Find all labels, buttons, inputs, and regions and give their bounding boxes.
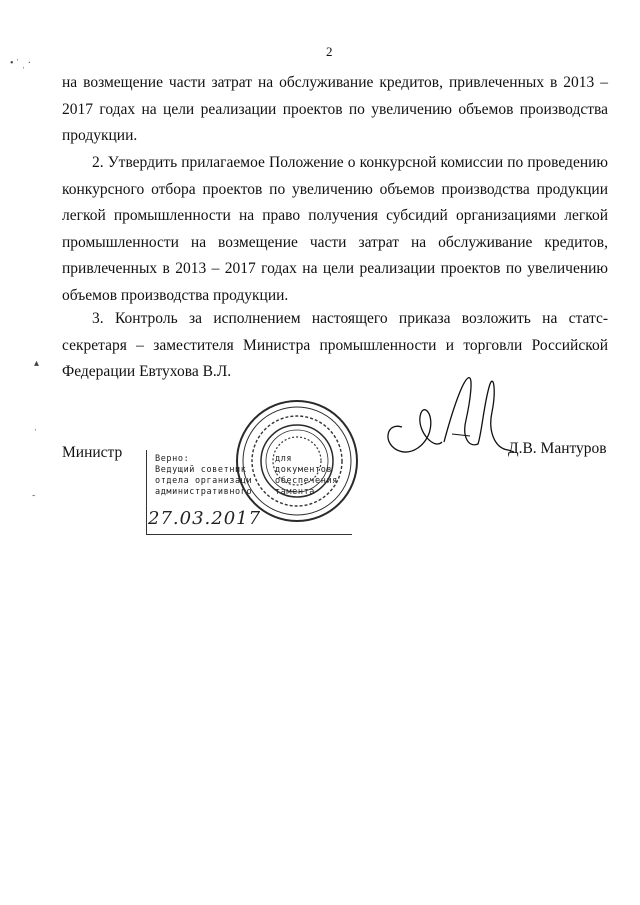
scan-mark: ˜: [32, 494, 36, 505]
signatory-position: Министр: [62, 444, 123, 461]
scan-mark: ˈ: [34, 428, 38, 439]
certification-left-text: Верно: Ведущий советник отдела организаци административного: [155, 454, 253, 497]
paragraph-1: на возмещение части затрат на обслуживание кредитов, привлеченных в 2013 – 2017 годах на цели реализации проектов по увеличению объемов производства продукции.: [62, 74, 608, 144]
scan-mark: • ˈ ˌ ·: [10, 58, 31, 69]
paragraph-3: 3. Контроль за исполнением настоящего приказа возложить на статс-секретаря – заместителя Министра промышленности и торговли Российской Федерации Евтухова В.Л.: [62, 310, 608, 380]
certification-right-text: для документов обеспечения тамента: [275, 454, 338, 497]
certification-date: 27.03.2017: [148, 508, 262, 529]
scan-mark: ▴: [34, 358, 40, 369]
official-seal-icon: [232, 396, 362, 526]
page-number: 2: [326, 44, 333, 59]
paragraph-2: 2. Утвердить прилагаемое Положение о конкурсной комиссии по проведению конкурсного отбора проектов по увеличению объемов производства продукции легкой промышленности на право получения субсидий организациями легкой промышленности на возмещение части затрат на обслуживание кредитов, привлеченных в 2013 – 2017 годах на цели реализации проектов по увеличению объемов производства продукции.: [62, 154, 608, 304]
signatory-name: Д.В. Мантуров: [508, 440, 607, 457]
